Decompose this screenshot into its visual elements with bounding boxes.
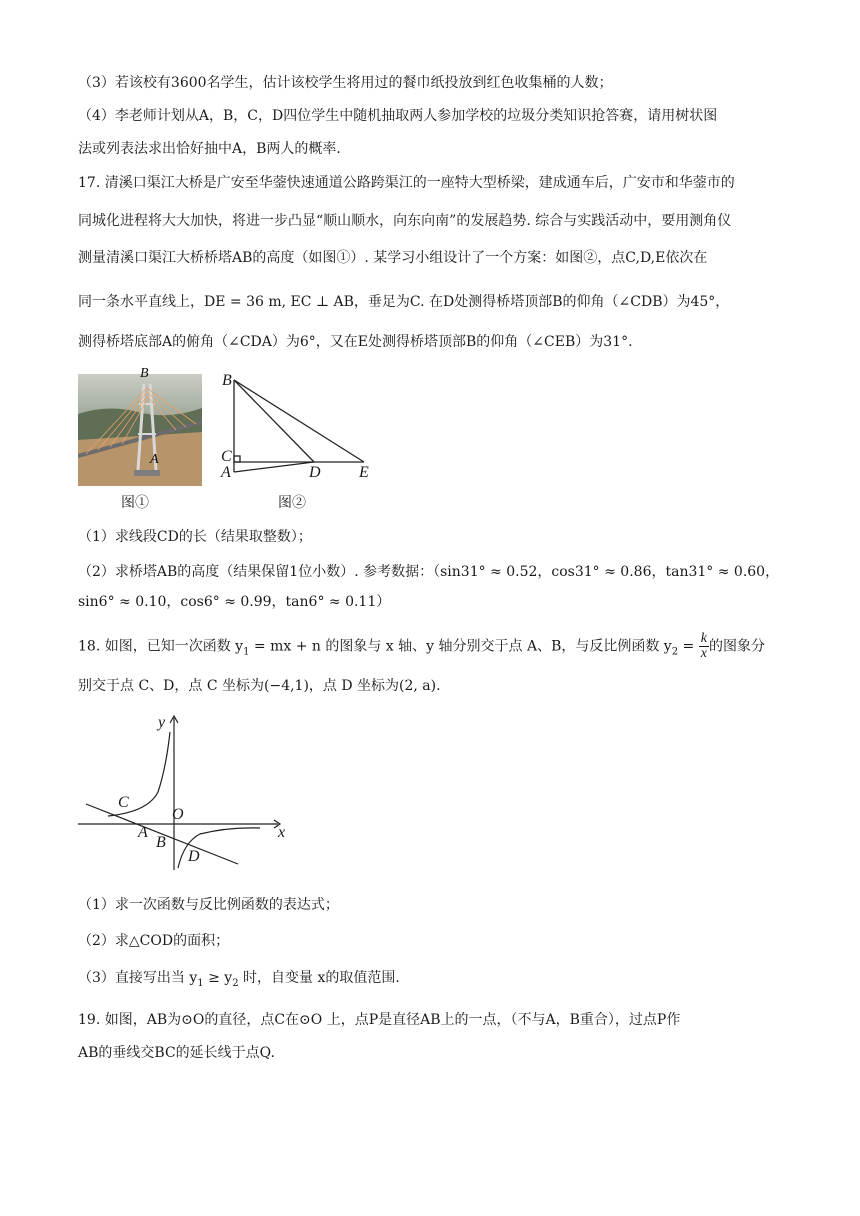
q18-sub3-sub1: 1 xyxy=(197,977,204,989)
q18-text-b: = mx + n 的图象与 x 轴、y 轴分别交于点 A、B，与反比例函数 y xyxy=(249,638,672,655)
q18-sub3-a: （3）直接写出当 y xyxy=(78,970,198,986)
diagram-label-e: E xyxy=(359,464,369,481)
graph-label-o: O xyxy=(172,806,184,823)
diagram-label-c: C xyxy=(221,448,232,465)
q18-text-d: 的图象分 xyxy=(708,638,765,655)
q18-sub3-sub2: 2 xyxy=(232,977,239,989)
figure1-caption: 图① xyxy=(121,495,149,511)
diagram-label-a: A xyxy=(221,464,231,481)
figure2-caption: 图② xyxy=(278,495,306,511)
q18-text-a: 18. 如图，已知一次函数 y xyxy=(78,638,244,655)
function-graph xyxy=(78,712,294,872)
q17-line1: 17. 清溪口渠江大桥是广安至华蓥快速通道公路跨渠江的一座特大型桥梁，建成通车后，广安市和华蓥市的 xyxy=(78,175,735,191)
q18-line2: 别交于点 C、D，点 C 坐标为(−4,1)，点 D 坐标为(2, a). xyxy=(78,678,441,694)
diagram-label-d: D xyxy=(309,464,321,481)
q16-part3: （3）若该校有3600名学生，估计该校学生将用过的餐巾纸投放到红色收集桶的人数； xyxy=(78,75,613,91)
q18-sub3-b: ≥ y xyxy=(203,970,233,986)
graph-label-b: B xyxy=(156,834,166,851)
photo-label-a: A xyxy=(150,452,159,467)
fraction-denominator: x xyxy=(700,646,707,661)
q17-line4: 同一条水平直线上，DE = 36 m, EC ⊥ AB，垂足为C. 在D处测得桥塔顶部B的仰角（∠CDB）为45°， xyxy=(78,294,730,310)
graph-label-a: A xyxy=(138,824,148,841)
q19-line1: 19. 如图，AB为⊙O的直径，点C在⊙O 上，点P是直径AB上的一点，（不与A，B重合），过点P作 xyxy=(78,1012,681,1028)
bridge-photo xyxy=(78,366,202,486)
q17-line2: 同城化进程将大大加快，将进一步凸显“顺山顺水，向东向南”的发展趋势. 综合与实践活动中，要用测角仪 xyxy=(78,213,732,229)
q18-sub3-c: 时，自变量 x的取值范围. xyxy=(238,970,400,986)
photo-label-b: B xyxy=(140,366,149,381)
diagram-label-b: B xyxy=(222,372,232,389)
geometry-diagram xyxy=(216,372,376,484)
q17-line5: 测得桥塔底部A的俯角（∠CDA）为6°，又在E处测得桥塔顶部B的仰角（∠CEB）为31°. xyxy=(78,334,633,350)
graph-label-y: y xyxy=(158,714,166,731)
graph-label-d: D xyxy=(188,848,200,865)
q16-part4-line1: （4）李老师计划从A，B，C，D四位学生中随机抽取两人参加学校的垃圾分类知识抢答赛，请用树状图 xyxy=(78,108,718,124)
fraction-numerator: k xyxy=(700,631,707,646)
q18-sub3 xyxy=(78,968,400,994)
q17-sub2: （2）求桥塔AB的高度（结果保留1位小数）. 参考数据：（sin31° ≈ 0.52，cos31° ≈ 0.86，tan31° ≈ 0.60， xyxy=(78,564,780,580)
q18-text-c: = xyxy=(678,638,699,655)
q18-sub2: 2 xyxy=(671,646,679,658)
q19-line2: AB的垂线交BC的延长线于点Q. xyxy=(78,1045,275,1061)
q18-sub1: 1 xyxy=(243,646,250,658)
q18-line1 xyxy=(78,632,765,662)
q18-sub1: （1）求一次函数与反比例函数的表达式； xyxy=(78,897,339,913)
q17-sub2-ref: sin6° ≈ 0.10，cos6° ≈ 0.99，tan6° ≈ 0.11） xyxy=(78,594,391,610)
q17-sub1: （1）求线段CD的长（结果取整数）； xyxy=(78,529,312,545)
graph-label-x: x xyxy=(278,824,286,841)
q18-sub2: （2）求△COD的面积； xyxy=(78,933,230,949)
q17-line3: 测量清溪口渠江大桥桥塔AB的高度（如图①）. 某学习小组设计了一个方案：如图②，点C,D,E依次在 xyxy=(78,250,708,266)
fraction-k-over-x xyxy=(699,632,709,661)
graph-label-c: C xyxy=(118,794,129,811)
q16-part4-line2: 法或列表法求出恰好抽中A，B两人的概率. xyxy=(78,141,341,157)
